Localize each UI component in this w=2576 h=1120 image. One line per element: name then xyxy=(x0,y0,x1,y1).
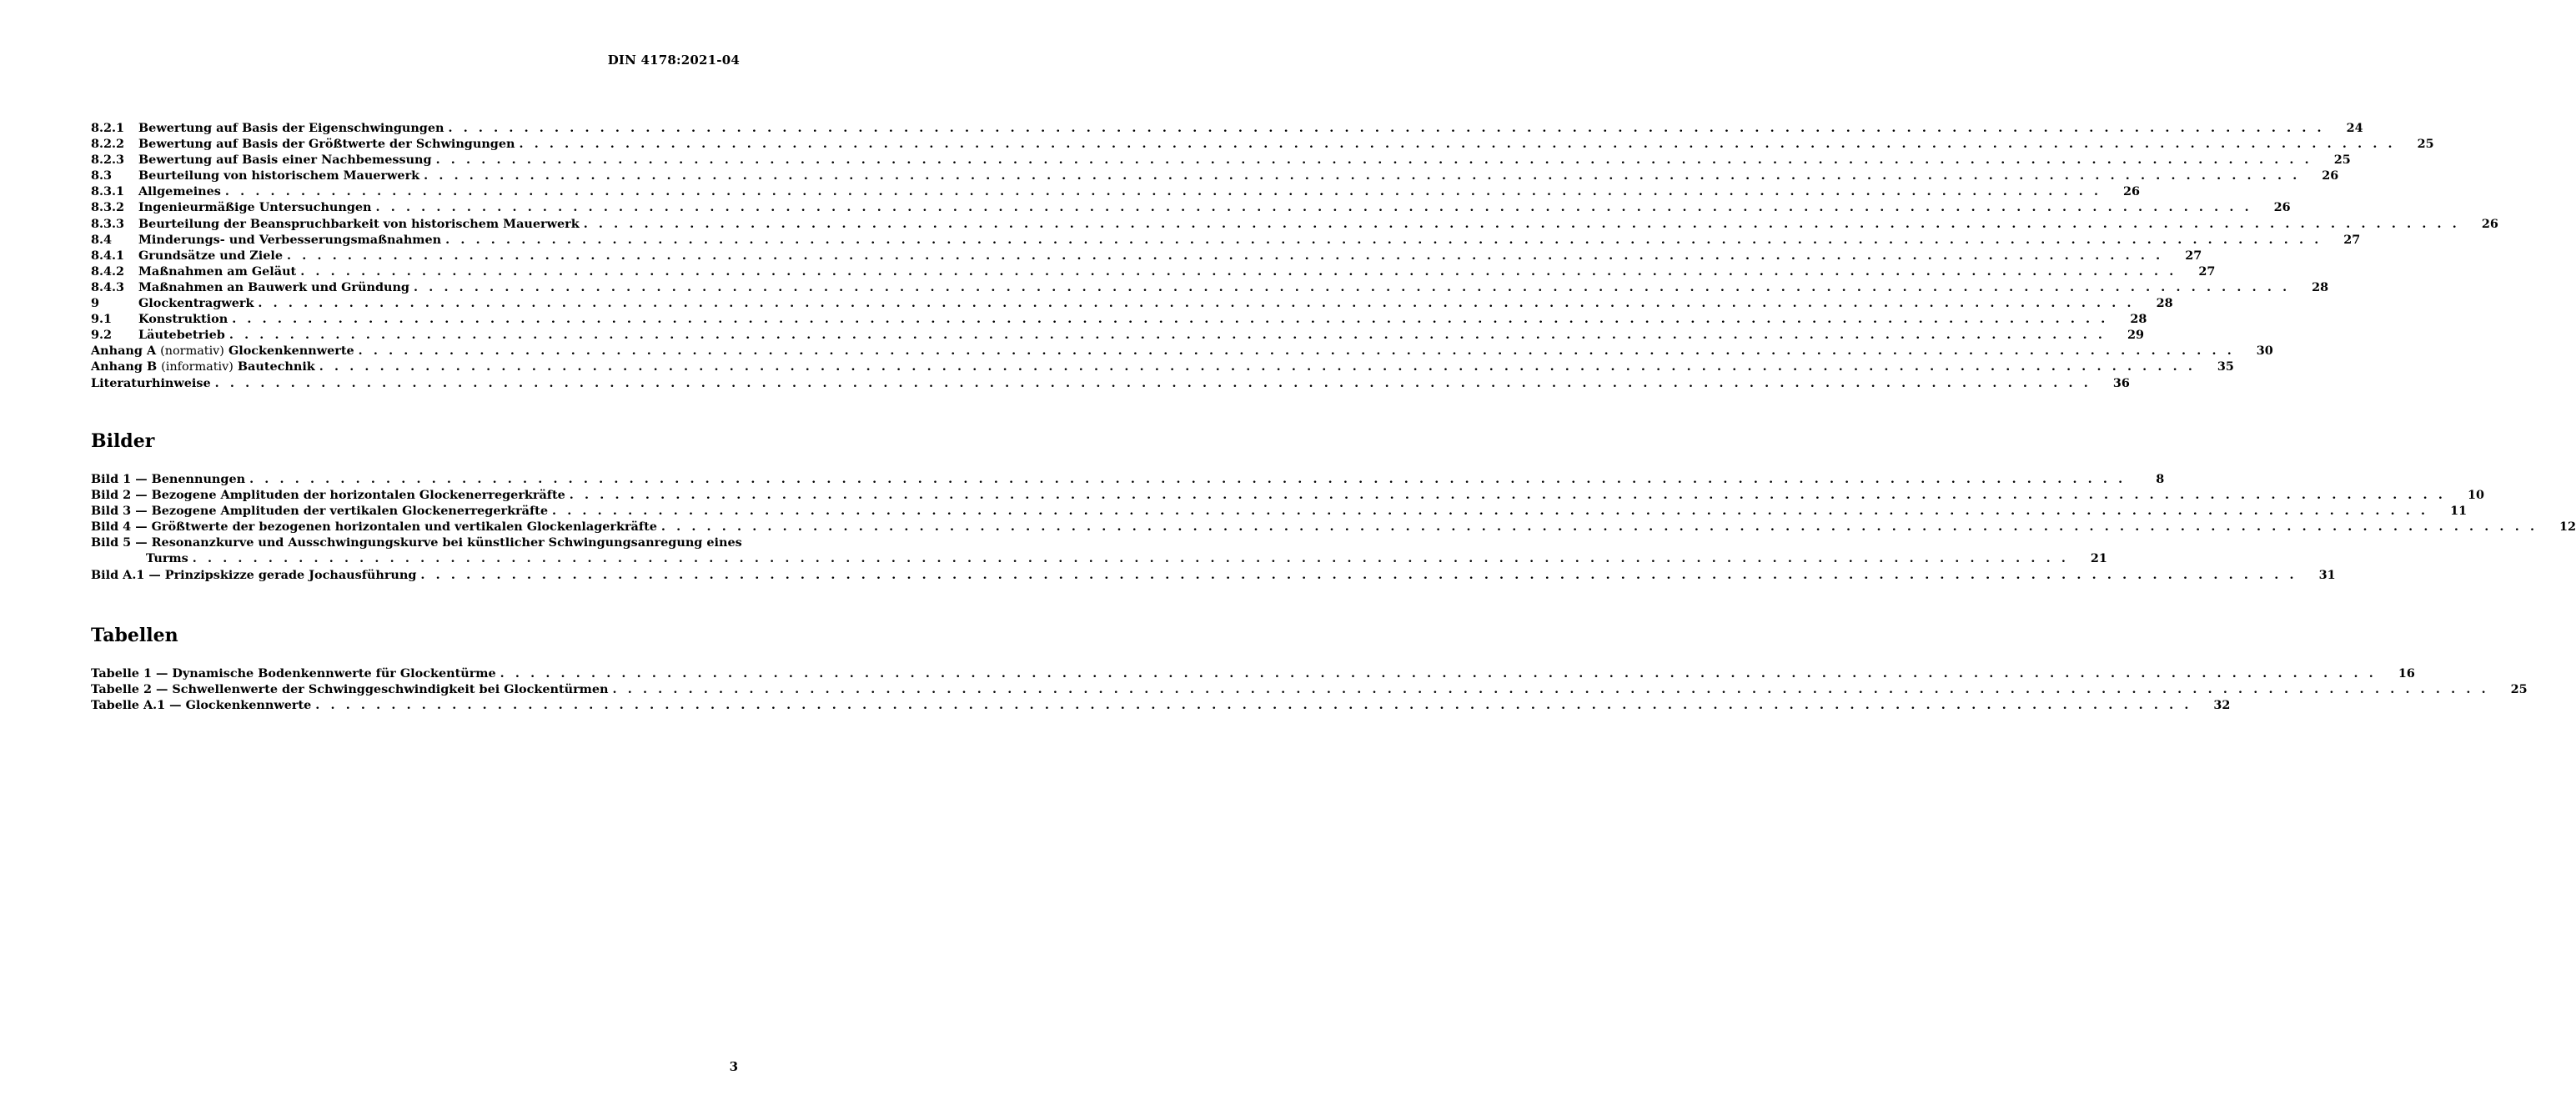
toc-leader-dots xyxy=(548,503,2428,519)
toc-annex-entry[interactable] xyxy=(91,343,2273,359)
toc-leader-dots xyxy=(315,359,2196,374)
annex-title: Bautechnik xyxy=(237,359,315,374)
figures-list xyxy=(91,471,2576,583)
figure-entry[interactable] xyxy=(91,535,742,550)
toc-leader-dots xyxy=(211,375,2091,391)
toc-leader-dots xyxy=(565,487,2446,503)
toc-leader-dots xyxy=(441,232,2322,248)
toc-entry[interactable] xyxy=(91,183,2141,199)
toc-entry-number: 8.4.2 xyxy=(91,264,125,279)
toc-entry[interactable] xyxy=(91,295,2173,311)
toc-entry-page: 26 xyxy=(2322,168,2339,183)
toc-entry-title: Bewertung auf Basis der Größtwerte der Schwingungen xyxy=(138,137,515,152)
toc-entry[interactable] xyxy=(91,152,2351,168)
toc-entry-number: 8.3 xyxy=(91,168,113,183)
figure-entry-page: 11 xyxy=(2450,504,2468,519)
toc-entry-page: 26 xyxy=(2123,184,2141,199)
toc-entry[interactable] xyxy=(91,264,2216,279)
toc-entry-number: 8.4 xyxy=(91,232,113,247)
table-entry-title: Tabelle 1 — Dynamische Bodenkennwerte für Glockentürme xyxy=(91,666,496,681)
toc-entry-title: Maßnahmen an Bauwerk und Gründung xyxy=(138,279,409,294)
table-entry-page: 16 xyxy=(2398,666,2415,681)
toc-entry-page: 25 xyxy=(2417,137,2434,152)
table-entry[interactable] xyxy=(91,665,2415,681)
figure-entry-title: Bild A.1 — Prinzipskizze gerade Jochausführung xyxy=(91,567,417,582)
toc-leader-dots xyxy=(444,120,2324,136)
toc-entry-page: 25 xyxy=(2333,153,2351,168)
toc-entry-title: Minderungs- und Verbesserungsmaßnahmen xyxy=(138,232,442,247)
toc-entry[interactable] xyxy=(91,199,2291,215)
tables-list xyxy=(91,665,2528,713)
table-entry-title: Tabelle A.1 — Glockenkennwerte xyxy=(91,698,312,713)
toc-entry-title: Glockentragwerk xyxy=(138,296,254,311)
toc-leader-dots xyxy=(188,550,2069,566)
toc-leader-dots xyxy=(496,665,2377,681)
table-entry-title: Tabelle 2 — Schwellenwerte der Schwinggeschwindigkeit bei Glockentürmen xyxy=(91,682,609,697)
table-entry[interactable] xyxy=(91,697,2231,713)
toc-leader-dots xyxy=(225,327,2106,343)
toc-entry-title: Beurteilung von historischem Mauerwerk xyxy=(138,168,420,183)
figure-entry[interactable] xyxy=(91,567,2336,583)
toc-entry-number: 9 xyxy=(91,296,100,311)
toc-entry-title: Maßnahmen am Geläut xyxy=(138,264,297,279)
toc-entry[interactable] xyxy=(91,248,2202,264)
toc-entry-number: 8.3.2 xyxy=(91,200,125,215)
figure-entry-title: Bild 4 — Größtwerte der bezogenen horizontalen und vertikalen Glockenlagerkräfte xyxy=(91,520,657,535)
toc-entry-number: 8.3.3 xyxy=(91,216,125,231)
figure-entry-page: 31 xyxy=(2318,567,2336,582)
toc-entry-number: 8.3.1 xyxy=(91,184,125,199)
toc-entry-page: 36 xyxy=(2112,375,2130,390)
toc-leader-dots xyxy=(354,343,2235,359)
toc-entry-page: 27 xyxy=(2198,264,2216,279)
toc-annex-title xyxy=(91,343,354,359)
toc-entry-number: 9.2 xyxy=(91,328,113,343)
toc-entry-number: 8.4.3 xyxy=(91,279,125,294)
figure-entry-title: Bild 2 — Bezogene Amplituden der horizontalen Glockenerregerkräfte xyxy=(91,488,565,503)
toc-entry[interactable] xyxy=(91,279,2329,295)
toc-leader-dots xyxy=(254,295,2134,311)
toc-entry[interactable] xyxy=(91,216,2498,232)
annex-title: Glockenkennwerte xyxy=(228,344,354,359)
toc-entry-number: 9.1 xyxy=(91,312,113,327)
toc-entry[interactable] xyxy=(91,168,2339,183)
toc-entry[interactable] xyxy=(91,136,2434,152)
toc-entry-number: 8.2.3 xyxy=(91,153,125,168)
toc-annex-title xyxy=(91,359,315,375)
toc-entry-number: 8.4.1 xyxy=(91,248,125,263)
toc-entry-title: Konstruktion xyxy=(138,312,228,327)
toc-entry-page: 28 xyxy=(2312,279,2329,294)
toc-entry-page: 27 xyxy=(2185,248,2202,263)
table-entry-page: 32 xyxy=(2213,698,2231,713)
toc-leader-dots xyxy=(221,183,2101,199)
figure-entry-title: Bild 3 — Bezogene Amplituden der vertikalen Glockenerregerkräfte xyxy=(91,504,548,519)
figure-entry-page: 12 xyxy=(2559,520,2576,535)
table-entry[interactable] xyxy=(91,681,2528,697)
toc-annex-entry[interactable] xyxy=(91,359,2234,374)
figure-entry-page: 8 xyxy=(2156,472,2165,486)
toc-entry-number: 8.2.1 xyxy=(91,121,125,135)
page-number: 3 xyxy=(729,1059,738,1074)
toc-entry-title: Bewertung auf Basis der Eigenschwingungen xyxy=(138,121,444,135)
toc-leader-dots xyxy=(311,697,2192,713)
toc-entry-title: Literaturhinweise xyxy=(91,375,211,390)
toc-leader-dots xyxy=(283,248,2163,264)
toc-leader-dots xyxy=(416,567,2297,583)
toc-entry-page: 27 xyxy=(2343,232,2361,247)
toc-entry-page: 26 xyxy=(2273,200,2291,215)
toc-entry-page: 30 xyxy=(2256,344,2273,359)
annex-label: Anhang A xyxy=(91,344,157,359)
annex-type: (informativ) xyxy=(161,360,233,374)
figure-entry-continuation[interactable] xyxy=(91,550,2107,566)
toc-entry-title: Beurteilung der Beanspruchbarkeit von historischem Mauerwerk xyxy=(138,216,580,231)
figure-entry-page: 21 xyxy=(2090,551,2107,566)
figure-entry[interactable] xyxy=(91,519,2576,535)
toc-leader-dots xyxy=(432,152,2312,168)
toc-leader-dots xyxy=(609,681,2489,697)
tables-heading: Tabellen xyxy=(91,625,178,646)
annex-label: Anhang B xyxy=(91,359,158,374)
toc-entry-title: Grundsätze und Ziele xyxy=(138,248,284,263)
figure-entry-page: 10 xyxy=(2467,488,2484,503)
document-id: DIN 4178:2021-04 xyxy=(607,53,740,68)
toc-leader-dots xyxy=(372,199,2252,215)
toc-entry-title: Allgemeines xyxy=(138,184,221,199)
figure-entry[interactable] xyxy=(91,471,2165,487)
toc-entry-number: 8.2.2 xyxy=(91,137,125,152)
toc-leader-dots xyxy=(657,519,2538,535)
toc-entry-page: 28 xyxy=(2130,312,2147,327)
toc-leader-dots xyxy=(245,471,2126,487)
toc-main xyxy=(91,120,2498,391)
toc-entry-title: Bewertung auf Basis einer Nachbemessung xyxy=(138,153,432,168)
toc-leader-dots xyxy=(419,168,2300,183)
toc-entry-title: Ingenieurmäßige Untersuchungen xyxy=(138,200,372,215)
annex-type: (normativ) xyxy=(160,344,224,359)
table-entry-page: 25 xyxy=(2510,682,2528,697)
toc-entry-page: 28 xyxy=(2156,296,2173,311)
figure-entry-title: Bild 5 — Resonanzkurve und Ausschwingungskurve bei künstlicher Schwingungsanregung eines xyxy=(91,535,742,550)
figure-entry[interactable] xyxy=(91,487,2484,503)
toc-entry-page: 29 xyxy=(2127,328,2145,343)
toc-leader-dots xyxy=(515,136,2395,152)
toc-entry[interactable] xyxy=(91,232,2361,248)
toc-leader-dots xyxy=(296,264,2177,279)
toc-entry[interactable] xyxy=(91,327,2145,343)
toc-leader-dots xyxy=(580,216,2460,232)
toc-entry-title: Läutebetrieb xyxy=(138,328,225,343)
toc-entry-page: 24 xyxy=(2346,121,2363,135)
figure-entry-title-continued: Turms xyxy=(146,551,188,566)
toc-entry-page: 35 xyxy=(2217,359,2234,374)
figure-entry-title: Bild 1 — Benennungen xyxy=(91,472,246,486)
toc-entry[interactable] xyxy=(91,120,2363,136)
toc-bibliography-entry[interactable] xyxy=(91,375,2130,391)
figures-heading: Bilder xyxy=(91,430,155,452)
toc-leader-dots xyxy=(228,311,2108,327)
toc-entry-page: 26 xyxy=(2481,216,2498,231)
toc-leader-dots xyxy=(409,279,2290,295)
toc-entry[interactable] xyxy=(91,311,2147,327)
figure-entry[interactable] xyxy=(91,503,2468,519)
